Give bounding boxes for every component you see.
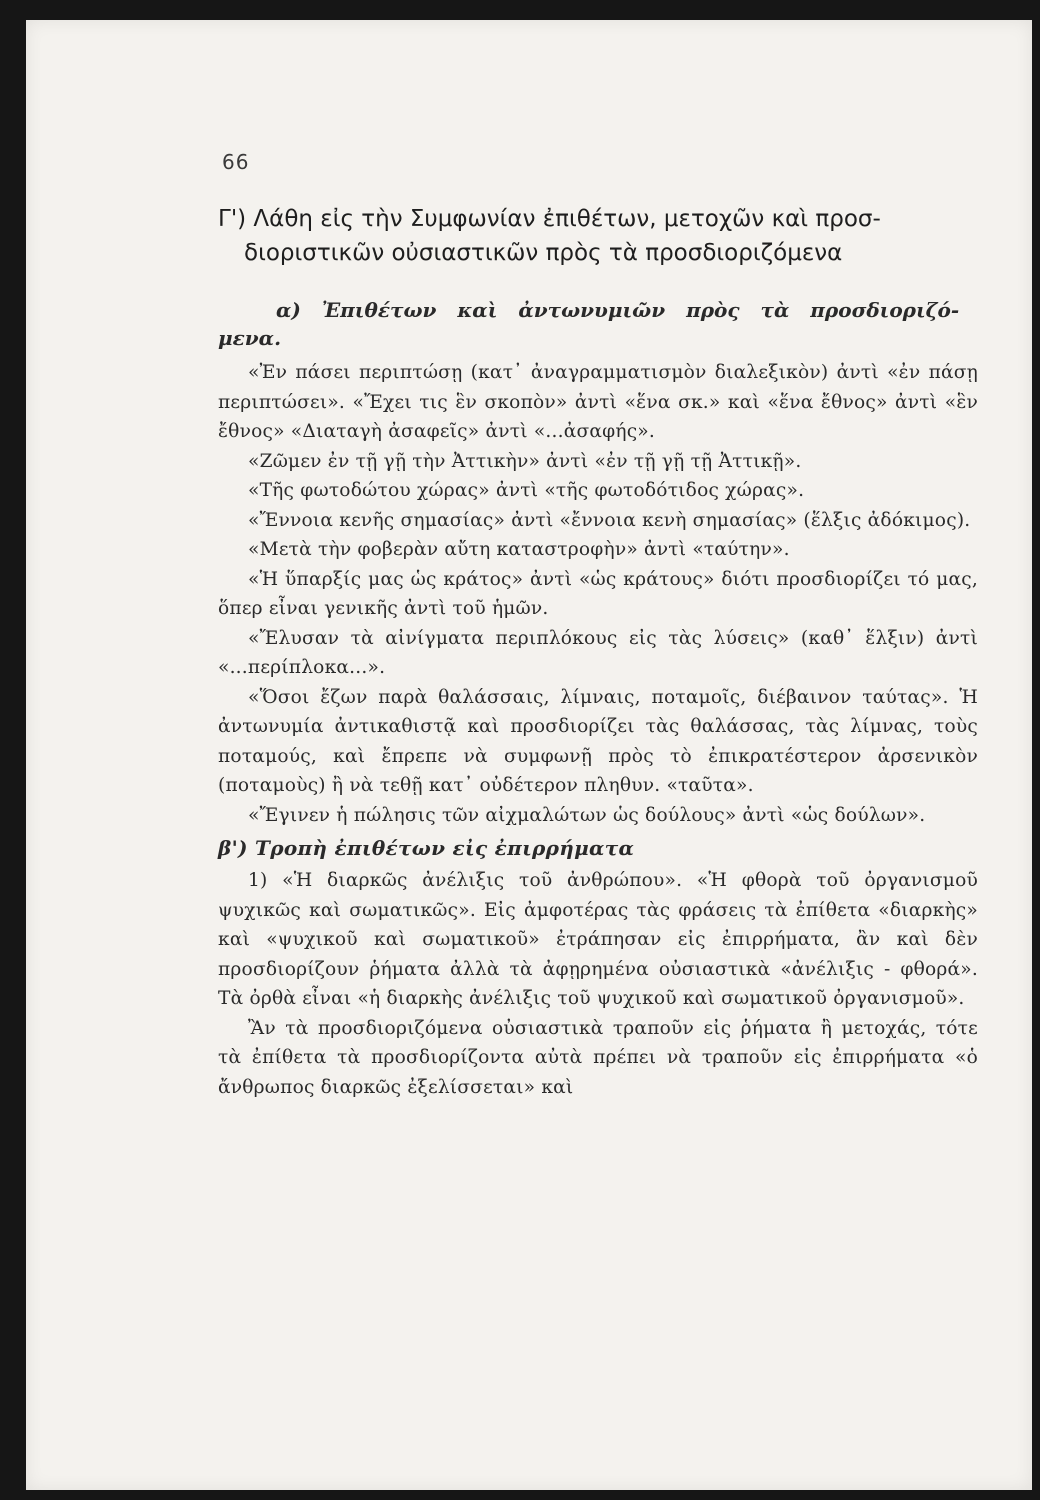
page-content: [218, 150, 978, 1102]
subsection-b-title-text: β') Τροπὴ ἐπιθέτων εἰς ἐπιρρήματα: [218, 836, 635, 860]
heading-line-1: Γ') Λάθη εἰς τὴν Συμφωνίαν ἐπιθέτων, μετοχῶν καὶ προσ-: [218, 206, 881, 232]
subsection-a-title: [218, 296, 978, 352]
book-page: [26, 20, 1032, 1490]
paragraph-b-1: 1) «Ἡ διαρκῶς ἀνέλιξις τοῦ ἀνθρώπου». «Ἡ φθορὰ τοῦ ὀργανισμοῦ ψυχικῶς καὶ σωματικῶς». Εἰς ἀμφοτέρας τὰς φράσεις τὰ ἐπίθετα «διαρκὴς» καὶ «ψυχικοῦ καὶ σωματικοῦ» ἐτράπησαν εἰς ἐπιρρήματα, ἂν καὶ δὲν προσδιορίζουν ῥήματα ἀλλὰ τὰ ἀφῃρημένα οὐσιαστικὰ «ἀνέλιξις - φθορά». Τὰ ὀρθὰ εἶναι «ἡ διαρκὴς ἀνέλιξις τοῦ ψυχικοῦ καὶ σωματικοῦ ὀργανισμοῦ».: [218, 870, 978, 1009]
paragraph-a-9: «Ἔγινεν ἡ πώλησις τῶν αἰχμαλώτων ὡς δούλους» ἀντὶ «ὡς δούλων».: [248, 804, 926, 826]
paragraph-a-5: «Μετὰ τὴν φοβερὰν αὔτη καταστροφὴν» ἀντὶ «ταύτην».: [248, 539, 790, 560]
subsection-a-title-line-2: μενα.: [218, 326, 282, 350]
subsection-a-title-line-1: α) Ἐπιθέτων καὶ ἀντωνυμιῶν πρὸς τὰ προσδιοριζό-: [276, 298, 960, 322]
paragraph-a-8: «Ὅσοι ἔζων παρὰ θαλάσσαις, λίμναις, ποταμοῖς, διέβαινον ταύτας». Ἡ ἀντωνυμία ἀντικαθιστᾷ καὶ προσδιορίζει τὰς θαλάσσας, τὰς λίμνας, τοὺς ποταμούς, καὶ ἔπρεπε νὰ συμφωνῇ πρὸς τὸ ἐπικρατέστερον ἀρσενικὸν (ποταμοὺς) ἢ νὰ τεθῇ κατ᾽ οὐδέτερον πληθυν. «ταῦτα».: [218, 686, 978, 796]
paragraph-a-7: «Ἔλυσαν τὰ αἰνίγματα περιπλόκους εἰς τὰς λύσεις» (καθ᾽ ἕλξιν) ἀντὶ «...περίπλοκα...».: [218, 627, 978, 678]
section-heading: [218, 202, 978, 270]
paragraph-b-2: Ἂν τὰ προσδιοριζόμενα οὐσιαστικὰ τραποῦν εἰς ῥήματα ἢ μετοχάς, τότε τὰ ἐπίθετα τὰ προσδιορίζοντα αὐτὰ πρέπει νὰ τραποῦν εἰς ἐπιρρήματα «ὁ ἄνθρωπος διαρκῶς ἐξελίσσεται» καὶ: [218, 1017, 978, 1098]
paragraph-a-3: «Τῆς φωτοδώτου χώρας» ἀντὶ «τῆς φωτοδότιδος χώρας».: [248, 480, 805, 501]
paragraph-a-1: «Ἐν πάσει περιπτώσῃ (κατ᾽ ἀναγραμματισμὸν διαλεξικὸν) ἀντὶ «ἐν πάσῃ περιπτώσει». «Ἔχει τις ἓν σκοπὸν» ἀντὶ «ἕνα σκ.» καὶ «ἕνα ἔθνος» ἀντὶ «ἓν ἔθνος» «Διαταγὴ ἀσαφεῖς» ἀντὶ «...ἀσαφής».: [218, 362, 978, 442]
paragraph-a-4: «Ἔννοια κενῆς σημασίας» ἀντὶ «ἔννοια κενὴ σημασίας» (ἕλξις ἀδόκιμος).: [248, 509, 971, 531]
paragraph-a-2: «Ζῶμεν ἐν τῇ γῇ τὴν Ἀττικὴν» ἀντὶ «ἐν τῇ γῇ τῇ Ἀττικῇ».: [248, 450, 802, 472]
paragraph-a-6: «Ἡ ὕπαρξίς μας ὡς κράτος» ἀντὶ «ὡς κράτους» διότι προσδιορίζει τό μας, ὅπερ εἶναι γενικῆς ἀντὶ τοῦ ἡμῶν.: [218, 568, 978, 619]
page-number: 66: [222, 150, 250, 174]
subsection-b-title: [218, 834, 978, 862]
heading-line-2: διοριστικῶν οὐσιαστικῶν πρὸς τὰ προσδιοριζόμενα: [244, 240, 843, 266]
